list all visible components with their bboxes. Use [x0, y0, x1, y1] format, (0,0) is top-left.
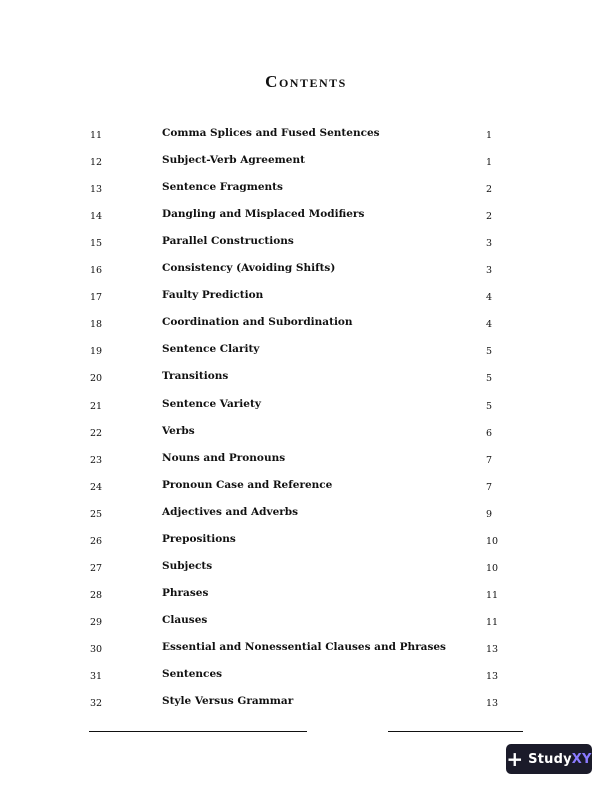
entry-page-number: 5 — [486, 373, 493, 385]
entry-number: 12 — [90, 157, 103, 169]
entry-title: Nouns and Pronouns — [162, 451, 286, 464]
entry-number: 28 — [90, 589, 103, 601]
toc-entry[interactable] — [0, 587, 612, 607]
entry-page-number: 2 — [486, 184, 493, 196]
entry-number: 17 — [90, 292, 103, 304]
entry-number: 26 — [90, 535, 103, 547]
toc-entry[interactable] — [0, 370, 612, 390]
plus-icon: + — [506, 747, 524, 771]
entry-title: Parallel Constructions — [162, 235, 294, 248]
entry-number: 13 — [90, 184, 103, 196]
entry-title: Subject-Verb Agreement — [162, 154, 305, 167]
entry-page-number: 13 — [486, 698, 499, 710]
entry-title: Subjects — [162, 559, 213, 572]
toc-entry[interactable] — [0, 506, 612, 526]
toc-entry[interactable] — [0, 398, 612, 418]
toc-entry[interactable] — [0, 316, 612, 336]
toc-entry[interactable] — [0, 695, 612, 715]
entry-title: Sentence Variety — [162, 397, 261, 410]
entry-number: 20 — [90, 373, 103, 385]
toc-entry[interactable] — [0, 641, 612, 661]
toc-entry[interactable] — [0, 560, 612, 580]
entry-title: Comma Splices and Fused Sentences — [162, 127, 380, 139]
entry-title: Pronoun Case and Reference — [162, 478, 333, 491]
entry-page-number: 13 — [486, 671, 499, 682]
entry-title: Adjectives and Adverbs — [162, 505, 299, 518]
toc-entry[interactable] — [0, 614, 612, 634]
badge-label: StudyXY — [528, 751, 592, 767]
entry-page-number: 1 — [486, 157, 493, 169]
entry-title: Verbs — [162, 424, 195, 437]
toc-entry[interactable] — [0, 668, 612, 688]
entry-page-number: 6 — [486, 427, 493, 439]
page-title: Contents — [265, 72, 347, 91]
entry-page-number: 3 — [486, 238, 493, 250]
entry-title: Clauses — [162, 613, 208, 626]
entry-number: 24 — [90, 481, 103, 493]
entry-title: Dangling and Misplaced Modifiers — [162, 208, 365, 221]
entry-page-number: 13 — [486, 643, 499, 655]
entry-title: Transitions — [162, 370, 229, 383]
entry-title: Style Versus Grammar — [162, 695, 294, 708]
entry-number: 30 — [90, 643, 103, 655]
entry-title: Faulty Prediction — [162, 289, 264, 302]
entry-page-number: 7 — [486, 481, 493, 493]
entry-page-number: 1 — [486, 130, 493, 141]
entry-page-number: 11 — [486, 589, 499, 601]
entry-page-number: 3 — [486, 265, 493, 277]
entry-title: Consistency (Avoiding Shifts) — [162, 262, 336, 275]
toc-entry[interactable] — [0, 533, 612, 553]
entry-title: Phrases — [162, 586, 209, 599]
entry-number: 19 — [90, 346, 103, 358]
toc-entry[interactable] — [0, 262, 612, 282]
entry-number: 14 — [90, 211, 103, 223]
entry-number: 29 — [90, 616, 103, 628]
toc-entry[interactable] — [0, 343, 612, 363]
entry-page-number: 4 — [486, 292, 493, 304]
entry-title: Sentence Clarity — [162, 343, 260, 356]
toc-entry[interactable] — [0, 479, 612, 499]
entry-page-number: 7 — [486, 454, 493, 466]
entry-page-number: 11 — [486, 616, 499, 628]
entry-page-number: 10 — [486, 535, 499, 547]
entry-number: 31 — [90, 671, 103, 682]
entry-page-number: 5 — [486, 400, 493, 412]
entry-title: Coordination and Subordination — [162, 316, 353, 329]
entry-number: 23 — [90, 454, 103, 466]
toc-entry[interactable] — [0, 181, 612, 201]
studyxy-badge[interactable] — [506, 744, 592, 774]
entry-number: 22 — [90, 427, 103, 439]
toc-entry[interactable] — [0, 452, 612, 472]
entry-title: Sentence Fragments — [162, 181, 283, 194]
entry-page-number: 10 — [486, 562, 499, 574]
entry-number: 11 — [90, 130, 103, 141]
entry-number: 27 — [90, 562, 103, 574]
entry-number: 21 — [90, 400, 103, 412]
entry-number: 32 — [90, 698, 103, 710]
entry-number: 15 — [90, 238, 103, 250]
toc-entry[interactable] — [0, 208, 612, 228]
entry-page-number: 4 — [486, 319, 493, 331]
toc-entry[interactable] — [0, 235, 612, 255]
footer-rule-left-thin — [206, 731, 307, 732]
toc-entry[interactable] — [0, 154, 612, 174]
entry-title: Prepositions — [162, 532, 236, 545]
entry-page-number: 5 — [486, 346, 493, 358]
entry-page-number: 9 — [486, 508, 493, 520]
entry-page-number: 2 — [486, 211, 493, 223]
entry-title: Essential and Nonessential Clauses and Phrases — [162, 640, 446, 653]
toc-entry[interactable] — [0, 127, 612, 147]
entry-number: 18 — [90, 319, 103, 331]
toc-entry[interactable] — [0, 289, 612, 309]
footer-rule-left — [89, 731, 206, 732]
toc-entry[interactable] — [0, 425, 612, 445]
entry-title: Sentences — [162, 668, 223, 680]
entry-number: 16 — [90, 265, 103, 277]
footer-rule-right — [388, 731, 523, 732]
entry-number: 25 — [90, 508, 103, 520]
